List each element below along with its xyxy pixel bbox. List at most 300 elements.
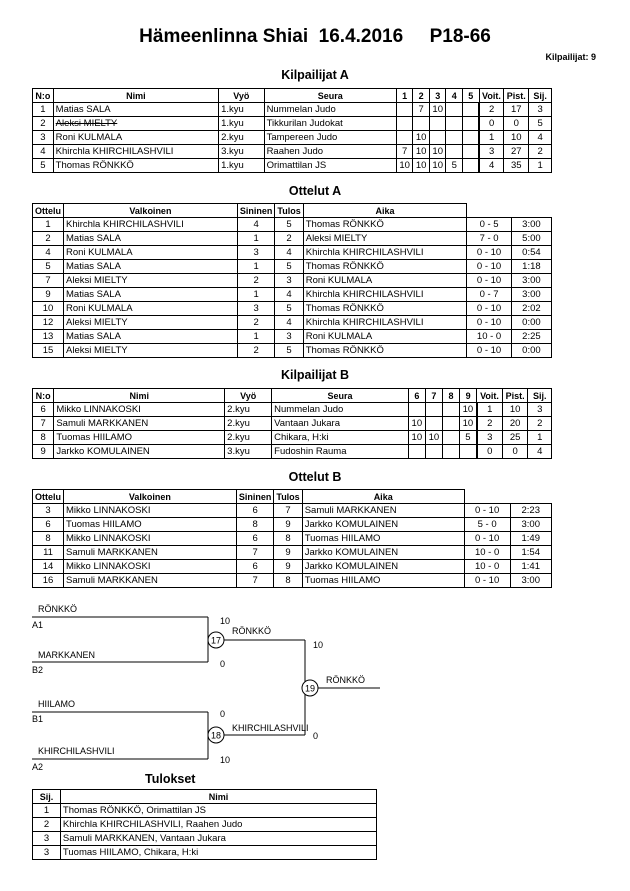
match-18-winner: KHIRCHILASHVILI [232, 723, 309, 733]
result-row [33, 804, 377, 818]
competitor-row [33, 145, 552, 159]
seed4-name: KHIRCHILASHVILI [38, 746, 115, 756]
bout-score: 10 [425, 431, 442, 445]
bout-score [446, 145, 463, 159]
match-number: 2 [33, 232, 64, 246]
bout-score [408, 445, 425, 459]
bout-score: 10 [429, 103, 446, 117]
match-time: 3:00 [511, 288, 551, 302]
matches-b-header-row [33, 490, 552, 504]
column-header: 4 [446, 89, 463, 103]
white-number: 1 [237, 232, 275, 246]
column-header: Pist. [504, 89, 529, 103]
match-time: 1:18 [511, 260, 551, 274]
match-time: 0:00 [511, 344, 551, 358]
match-number: 12 [33, 316, 64, 330]
competitor-name: Jarkko KOMULAINEN [54, 445, 225, 459]
wins: 0 [479, 117, 504, 131]
points: 17 [504, 103, 529, 117]
seed3-score: 0 [220, 709, 226, 719]
result-name: Tuomas HIILAMO, Chikara, H:ki [60, 846, 376, 860]
competitor-number: 7 [33, 417, 54, 431]
bout-score: 10 [429, 159, 446, 173]
bout-score [446, 117, 463, 131]
competitor-number: 4 [33, 145, 54, 159]
white-number: 6 [236, 504, 274, 518]
match-row [33, 288, 552, 302]
points: 0 [504, 117, 529, 131]
competitor-club: Chikara, H:ki [272, 431, 409, 445]
placement: 4 [529, 131, 552, 145]
results-table [32, 789, 377, 860]
seed2-label: B2 [32, 665, 44, 675]
white-number: 1 [237, 288, 275, 302]
match-time: 3:00 [510, 518, 551, 532]
seed4-label: A2 [32, 762, 44, 772]
match-time: 5:00 [511, 232, 551, 246]
match-row [33, 560, 552, 574]
match-number: 14 [33, 560, 64, 574]
white-competitor: Mikko LINNAKOSKI [64, 504, 237, 518]
competitor-club: Vantaan Jukara [272, 417, 409, 431]
match-number: 13 [33, 330, 64, 344]
wins: 0 [477, 445, 503, 459]
match-result: 10 - 0 [464, 560, 510, 574]
competitor-club: Nummelan Judo [272, 403, 409, 417]
match-row [33, 302, 552, 316]
competitor-name: Matias SALA [53, 103, 218, 117]
white-competitor: Aleksi MIELTY [64, 274, 238, 288]
points: 10 [504, 131, 529, 145]
seed1-label: A1 [32, 620, 44, 630]
white-competitor: Khirchla KHIRCHILASHVILI [64, 218, 238, 232]
competitor-club: Orimattilan JS [264, 159, 396, 173]
match-number: 9 [33, 288, 64, 302]
column-header: 7 [425, 389, 442, 403]
column-header: 5 [463, 89, 480, 103]
blue-competitor: Roni KULMALA [303, 274, 467, 288]
match-row [33, 574, 552, 588]
column-header: Vyö [219, 89, 264, 103]
column-header: 1 [396, 89, 413, 103]
white-number: 1 [237, 260, 275, 274]
white-number: 2 [237, 344, 275, 358]
column-header: Voit. [479, 89, 504, 103]
blue-competitor: Jarkko KOMULAINEN [302, 518, 464, 532]
match-row [33, 344, 552, 358]
white-number: 2 [237, 274, 275, 288]
seed3-name: HIILAMO [38, 699, 76, 709]
blue-competitor: Thomas RÖNKKÖ [303, 260, 467, 274]
competitor-number: 5 [33, 159, 54, 173]
competitor-club: Tikkurilan Judokat [264, 117, 396, 131]
column-header: Aika [302, 490, 464, 504]
bout-score [429, 117, 446, 131]
match-result: 7 - 0 [467, 232, 512, 246]
bout-score [463, 159, 480, 173]
competitor-row [33, 431, 552, 445]
competitor-belt: 1.kyu [219, 159, 264, 173]
points: 25 [502, 431, 528, 445]
bout-score [446, 131, 463, 145]
match-number: 6 [33, 518, 64, 532]
match-number: 4 [33, 246, 64, 260]
points: 10 [502, 403, 528, 417]
blue-number: 9 [274, 518, 302, 532]
blue-number: 2 [275, 232, 303, 246]
pool-b-table [32, 388, 552, 459]
column-header: Nimi [54, 389, 225, 403]
competitor-number: 9 [33, 445, 54, 459]
competitor-number: 3 [33, 131, 54, 145]
competitor-row [33, 117, 552, 131]
column-header: 3 [429, 89, 446, 103]
bout-score: 10 [408, 431, 425, 445]
competitor-row [33, 103, 552, 117]
match-time: 3:00 [511, 274, 551, 288]
bout-score [442, 445, 459, 459]
column-header: Vyö [225, 389, 272, 403]
column-header: N:o [33, 89, 54, 103]
blue-competitor: Tuomas HIILAMO [302, 532, 464, 546]
competitor-name: Roni KULMALA [53, 131, 218, 145]
match-result: 0 - 10 [467, 260, 512, 274]
bout-score [413, 117, 430, 131]
bout-score [425, 417, 442, 431]
competitor-name: Thomas RÖNKKÖ [53, 159, 218, 173]
points: 0 [502, 445, 528, 459]
white-number: 3 [237, 302, 275, 316]
results-title: Tulokset [145, 772, 196, 786]
match-number: 8 [33, 532, 64, 546]
white-competitor: Aleksi MIELTY [64, 344, 238, 358]
competitor-belt: 2.kyu [225, 431, 272, 445]
match-19-number: 19 [304, 683, 316, 694]
column-header: Seura [272, 389, 409, 403]
white-number: 6 [236, 560, 274, 574]
bout-score: 10 [396, 159, 413, 173]
seed4-score: 10 [220, 755, 231, 765]
column-header: Aika [303, 204, 467, 218]
match-result: 0 - 7 [467, 288, 512, 302]
bout-score [396, 117, 413, 131]
match-row [33, 218, 552, 232]
match-row [33, 232, 552, 246]
matches-b-table [32, 489, 552, 588]
wins: 1 [477, 403, 503, 417]
match-row [33, 274, 552, 288]
blue-competitor: Samuli MARKKANEN [302, 504, 464, 518]
match-number: 11 [33, 546, 64, 560]
white-number: 8 [236, 518, 274, 532]
match-time: 2:23 [510, 504, 551, 518]
final-winner: RÖNKKÖ [326, 675, 366, 685]
column-header: Tulos [275, 204, 303, 218]
column-header: Seura [264, 89, 396, 103]
pool-a-title: Kilpailijat A [281, 68, 349, 82]
competitor-belt: 2.kyu [225, 417, 272, 431]
match-time: 0:54 [511, 246, 551, 260]
competitor-row [33, 159, 552, 173]
seed2-name: MARKKANEN [38, 650, 96, 660]
result-place: 2 [33, 818, 61, 832]
competitor-belt: 1.kyu [219, 103, 264, 117]
match-result: 0 - 10 [467, 344, 512, 358]
blue-number: 3 [275, 330, 303, 344]
column-header: Sij. [528, 389, 552, 403]
bout-score: 7 [396, 145, 413, 159]
bout-score [425, 445, 442, 459]
bout-score: 10 [413, 131, 430, 145]
bout-score [460, 445, 477, 459]
match-time: 3:00 [511, 218, 551, 232]
wins: 2 [479, 103, 504, 117]
pool-b-header-row [33, 389, 552, 403]
white-number: 7 [236, 546, 274, 560]
pool-b-title: Kilpailijat B [280, 368, 350, 382]
bout-score: 10 [408, 417, 425, 431]
blue-competitor: Khirchla KHIRCHILASHVILI [303, 246, 467, 260]
result-name: Samuli MARKKANEN, Vantaan Jukara [60, 832, 376, 846]
column-header: Sij. [529, 89, 552, 103]
match-time: 1:41 [510, 560, 551, 574]
blue-competitor: Thomas RÖNKKÖ [303, 218, 467, 232]
wins: 2 [477, 417, 503, 431]
match-result: 5 - 0 [464, 518, 510, 532]
white-competitor: Mikko LINNAKOSKI [64, 560, 237, 574]
white-competitor: Samuli MARKKANEN [64, 546, 237, 560]
column-header: Sininen [236, 490, 274, 504]
competitor-row [33, 445, 552, 459]
competitor-count: Kilpailijat: 9 [545, 52, 596, 62]
match-number: 3 [33, 504, 64, 518]
wins: 3 [477, 431, 503, 445]
placement: 2 [528, 417, 552, 431]
wins: 3 [479, 145, 504, 159]
white-competitor: Roni KULMALA [64, 302, 238, 316]
match-number: 1 [33, 218, 64, 232]
bout-score [442, 417, 459, 431]
blue-number: 4 [275, 288, 303, 302]
blue-competitor: Thomas RÖNKKÖ [303, 344, 467, 358]
match-result: 0 - 10 [464, 504, 510, 518]
competitor-number: 1 [33, 103, 54, 117]
white-competitor: Matias SALA [64, 260, 238, 274]
placement: 3 [528, 403, 552, 417]
placement: 5 [529, 117, 552, 131]
seed3-label: B1 [32, 714, 44, 724]
match-number: 16 [33, 574, 64, 588]
bout-score: 5 [460, 431, 477, 445]
match-result: 10 - 0 [464, 546, 510, 560]
competitor-row [33, 131, 552, 145]
blue-number: 4 [275, 246, 303, 260]
result-place: 1 [33, 804, 61, 818]
column-header: N:o [33, 389, 54, 403]
blue-number: 8 [274, 532, 302, 546]
competitor-belt: 3.kyu [225, 445, 272, 459]
result-name: Thomas RÖNKKÖ, Orimattilan JS [60, 804, 376, 818]
match-row [33, 546, 552, 560]
blue-number: 3 [275, 274, 303, 288]
match-result: 0 - 10 [467, 302, 512, 316]
blue-competitor: Aleksi MIELTY [303, 232, 467, 246]
wins: 1 [479, 131, 504, 145]
bout-score: 10 [413, 145, 430, 159]
match-time: 2:02 [511, 302, 551, 316]
white-competitor: Mikko LINNAKOSKI [64, 532, 237, 546]
competitor-name: Mikko LINNAKOSKI [54, 403, 225, 417]
match-time: 0:00 [511, 316, 551, 330]
blue-number: 5 [275, 302, 303, 316]
blue-number: 9 [274, 546, 302, 560]
white-competitor: Samuli MARKKANEN [64, 574, 237, 588]
competitor-row [33, 417, 552, 431]
placement: 1 [529, 159, 552, 173]
bout-score: 10 [413, 159, 430, 173]
white-competitor: Tuomas HIILAMO [64, 518, 237, 532]
match-row [33, 260, 552, 274]
competitor-club: Raahen Judo [264, 145, 396, 159]
match-number: 10 [33, 302, 64, 316]
wins: 4 [479, 159, 504, 173]
competitor-name: Khirchla KHIRCHILASHVILI [53, 145, 218, 159]
competitor-club: Tampereen Judo [264, 131, 396, 145]
match-number: 5 [33, 260, 64, 274]
match-row [33, 504, 552, 518]
blue-competitor: Roni KULMALA [303, 330, 467, 344]
match-18-score: 0 [313, 731, 319, 741]
competitor-row [33, 403, 552, 417]
page-title: Hämeenlinna Shiai 16.4.2016 P18-66 [139, 26, 491, 47]
column-header: Pist. [502, 389, 528, 403]
column-header: 8 [442, 389, 459, 403]
column-header: Sij. [33, 790, 61, 804]
match-time: 1:54 [510, 546, 551, 560]
match-result: 0 - 10 [464, 532, 510, 546]
competitor-club: Fudoshin Rauma [272, 445, 409, 459]
blue-number: 5 [275, 218, 303, 232]
bout-score: 7 [413, 103, 430, 117]
results-header-row [33, 790, 377, 804]
competitor-belt: 2.kyu [225, 403, 272, 417]
result-row [33, 846, 377, 860]
competitor-number: 8 [33, 431, 54, 445]
placement: 3 [529, 103, 552, 117]
seed1-score: 10 [220, 616, 231, 626]
bout-score: 5 [446, 159, 463, 173]
result-row [33, 832, 377, 846]
column-header: 2 [413, 89, 430, 103]
bout-score [396, 103, 413, 117]
match-number: 7 [33, 274, 64, 288]
white-competitor: Matias SALA [64, 232, 238, 246]
placement: 1 [528, 431, 552, 445]
competitor-name: Aleksi MIELTY [53, 117, 218, 131]
bout-score: 10 [460, 417, 477, 431]
match-row [33, 316, 552, 330]
blue-number: 7 [274, 504, 302, 518]
matches-a-header-row [33, 204, 552, 218]
match-result: 0 - 10 [464, 574, 510, 588]
competitor-belt: 1.kyu [219, 117, 264, 131]
competitor-number: 2 [33, 117, 54, 131]
blue-number: 5 [275, 344, 303, 358]
competitor-belt: 2.kyu [219, 131, 264, 145]
blue-competitor: Jarkko KOMULAINEN [302, 560, 464, 574]
match-17-score: 10 [313, 640, 324, 650]
match-row [33, 246, 552, 260]
matches-a-table [32, 203, 552, 358]
match-result: 10 - 0 [467, 330, 512, 344]
placement: 4 [528, 445, 552, 459]
column-header: 6 [408, 389, 425, 403]
match-row [33, 330, 552, 344]
match-result: 0 - 10 [467, 246, 512, 260]
white-competitor: Roni KULMALA [64, 246, 238, 260]
seed1-name: RÖNKKÖ [38, 604, 78, 614]
column-header: Voit. [477, 389, 503, 403]
white-number: 3 [237, 246, 275, 260]
column-header: 9 [460, 389, 477, 403]
bout-score [442, 403, 459, 417]
bout-score [442, 431, 459, 445]
column-header: Nimi [53, 89, 218, 103]
match-result: 0 - 10 [467, 316, 512, 330]
column-header: Nimi [60, 790, 376, 804]
column-header: Sininen [237, 204, 275, 218]
blue-number: 4 [275, 316, 303, 330]
blue-number: 8 [274, 574, 302, 588]
blue-competitor: Khirchla KHIRCHILASHVILI [303, 316, 467, 330]
bout-score [429, 131, 446, 145]
competitor-belt: 3.kyu [219, 145, 264, 159]
bout-score [463, 117, 480, 131]
result-row [33, 818, 377, 832]
bout-score [425, 403, 442, 417]
points: 20 [502, 417, 528, 431]
white-competitor: Matias SALA [64, 330, 238, 344]
bout-score [463, 131, 480, 145]
white-competitor: Matias SALA [64, 288, 238, 302]
bout-score [463, 145, 480, 159]
match-time: 1:49 [510, 532, 551, 546]
match-result: 0 - 5 [467, 218, 512, 232]
white-competitor: Aleksi MIELTY [64, 316, 238, 330]
white-number: 2 [237, 316, 275, 330]
match-18-number: 18 [210, 730, 222, 741]
blue-number: 5 [275, 260, 303, 274]
matches-a-title: Ottelut A [288, 184, 342, 198]
blue-competitor: Khirchla KHIRCHILASHVILI [303, 288, 467, 302]
competitor-name: Tuomas HIILAMO [54, 431, 225, 445]
white-number: 1 [237, 330, 275, 344]
bout-score [446, 103, 463, 117]
pool-a-table [32, 88, 552, 173]
blue-competitor: Jarkko KOMULAINEN [302, 546, 464, 560]
bout-score: 10 [429, 145, 446, 159]
match-17-number: 17 [210, 635, 222, 646]
match-number: 15 [33, 344, 64, 358]
match-17-winner: RÖNKKÖ [232, 626, 272, 636]
bout-score [408, 403, 425, 417]
white-number: 7 [236, 574, 274, 588]
elimination-bracket [0, 598, 630, 773]
column-header: Valkoinen [64, 204, 238, 218]
column-header: Tulos [274, 490, 302, 504]
competitor-name: Samuli MARKKANEN [54, 417, 225, 431]
points: 35 [504, 159, 529, 173]
